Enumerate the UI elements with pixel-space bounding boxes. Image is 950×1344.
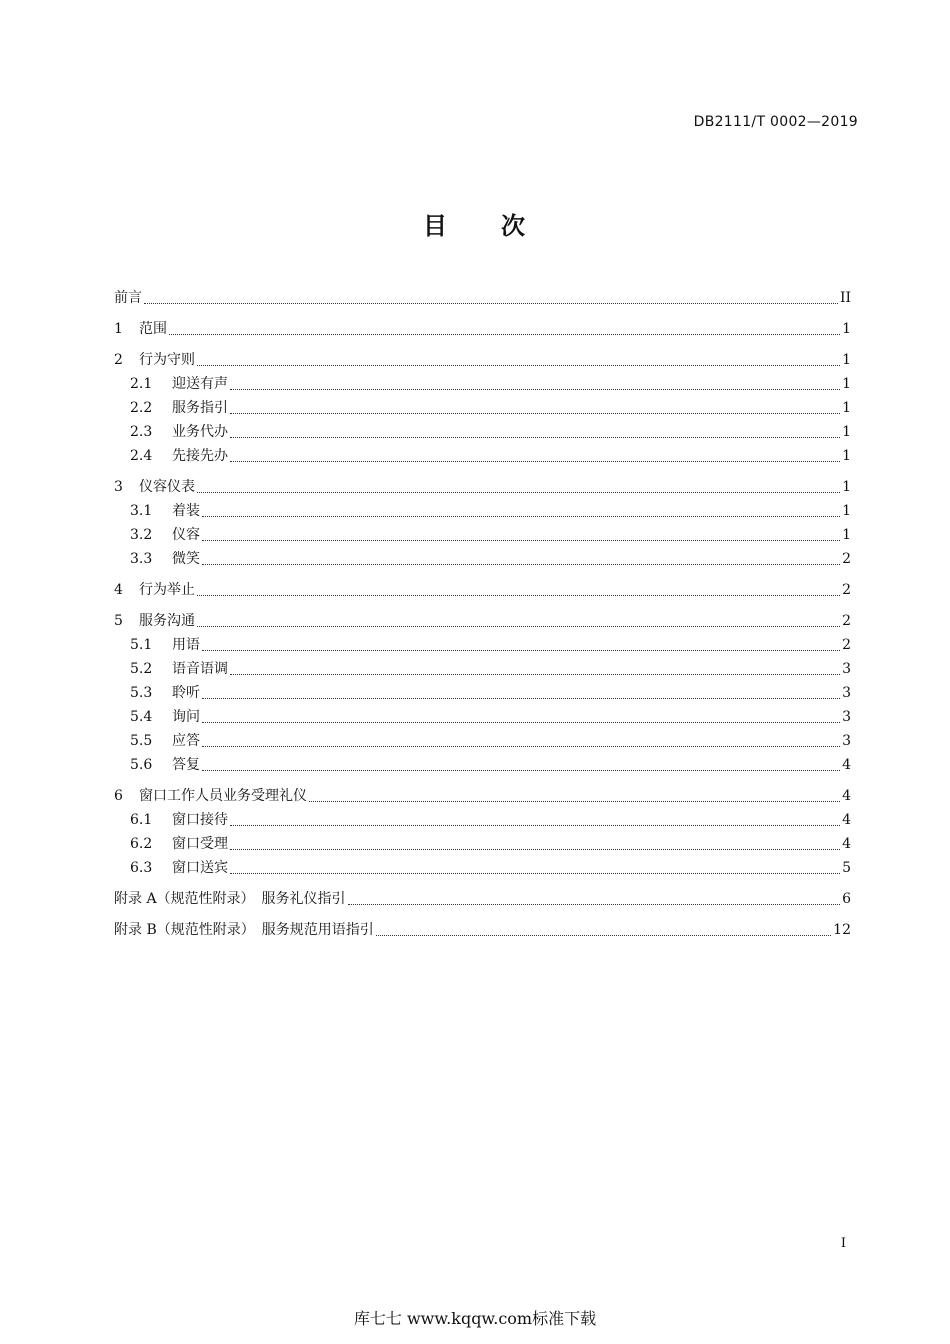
toc-dot-leader [230, 849, 840, 850]
toc-entry-page: 1 [842, 479, 851, 495]
toc-entry-page: 2 [842, 551, 851, 567]
toc-entry-page: 4 [842, 788, 851, 804]
toc-entry-page: 2 [842, 637, 851, 653]
toc-dot-leader [197, 365, 840, 366]
table-of-contents [114, 286, 851, 942]
toc-entry[interactable] [114, 729, 851, 753]
toc-entry[interactable] [114, 609, 851, 633]
toc-entry-page: 6 [842, 891, 851, 907]
toc-entry-number: 5.3 [130, 685, 153, 701]
toc-entry[interactable] [114, 444, 851, 468]
toc-entry-label: 窗口送宾 [172, 860, 228, 876]
toc-entry-number: 2.2 [130, 400, 153, 416]
toc-dot-leader [309, 801, 840, 802]
toc-entry[interactable] [114, 681, 851, 705]
toc-entry-label: 窗口接待 [172, 812, 228, 828]
toc-entry-page: 1 [842, 352, 851, 368]
toc-entry-number: 5.4 [130, 709, 153, 725]
toc-entry[interactable] [114, 523, 851, 547]
toc-dot-leader [230, 437, 840, 438]
toc-entry[interactable] [114, 547, 851, 571]
toc-entry[interactable] [114, 633, 851, 657]
toc-entry-label: 窗口工作人员业务受理礼仪 [139, 788, 307, 804]
toc-entry-label: 行为举止 [139, 582, 195, 598]
toc-entry[interactable] [114, 657, 851, 681]
toc-entry-label: 仪容仪表 [139, 479, 195, 495]
toc-dot-leader [348, 904, 841, 905]
toc-entry-number: 2.4 [130, 448, 153, 464]
toc-entry-label: 微笑 [172, 551, 200, 567]
toc-entry[interactable] [114, 705, 851, 729]
toc-entry-number: 5.6 [130, 757, 153, 773]
toc-entry-label: 聆听 [172, 685, 200, 701]
toc-entry-label: 前言 [114, 290, 142, 306]
toc-entry-page: 3 [842, 661, 851, 677]
toc-entry-label: 行为守则 [139, 352, 195, 368]
toc-spacer [114, 468, 851, 475]
footer-watermark: 库七七 www.kqqw.com标准下载 [353, 1309, 597, 1328]
toc-entry-label: 答复 [172, 757, 200, 773]
toc-entry-page: 1 [842, 448, 851, 464]
toc-entry-page: 3 [842, 709, 851, 725]
toc-dot-leader [376, 935, 831, 936]
toc-entry[interactable] [114, 753, 851, 777]
toc-entry-label: 先接先办 [172, 448, 228, 464]
toc-entry[interactable] [114, 286, 851, 310]
toc-entry-label: 应答 [172, 733, 200, 749]
toc-dot-leader [197, 595, 840, 596]
toc-spacer [114, 571, 851, 578]
toc-entry[interactable] [114, 918, 851, 942]
toc-entry-label: 着装 [172, 503, 200, 519]
toc-entry-number: 1 [114, 321, 123, 337]
toc-entry[interactable] [114, 578, 851, 602]
toc-entry[interactable] [114, 475, 851, 499]
toc-spacer [114, 880, 851, 887]
toc-entry[interactable] [114, 317, 851, 341]
toc-entry-number: 6.2 [130, 836, 153, 852]
toc-entry-number: 5.2 [130, 661, 153, 677]
toc-entry-number: 3.3 [130, 551, 153, 567]
toc-dot-leader [230, 873, 840, 874]
toc-entry-page: 4 [842, 812, 851, 828]
toc-entry-page: 1 [842, 503, 851, 519]
toc-dot-leader [202, 770, 840, 771]
toc-dot-leader [197, 626, 840, 627]
toc-entry-page: 1 [842, 400, 851, 416]
toc-entry-page: 4 [842, 757, 851, 773]
toc-dot-leader [197, 492, 840, 493]
toc-entry-number: 5 [114, 613, 123, 629]
toc-dot-leader [230, 413, 840, 414]
toc-entry-label: 迎送有声 [172, 376, 228, 392]
toc-entry-number: 6.3 [130, 860, 153, 876]
toc-dot-leader [230, 674, 840, 675]
toc-entry-page: 1 [842, 424, 851, 440]
toc-entry-page: II [839, 290, 851, 306]
toc-entry[interactable] [114, 420, 851, 444]
toc-entry-label: 范围 [139, 321, 167, 337]
toc-spacer [114, 777, 851, 784]
toc-entry[interactable] [114, 499, 851, 523]
toc-entry-number: 4 [114, 582, 123, 598]
toc-entry-page: 5 [842, 860, 851, 876]
toc-entry-page: 1 [842, 376, 851, 392]
toc-entry-number: 3 [114, 479, 123, 495]
toc-entry[interactable] [114, 856, 851, 880]
toc-dot-leader [144, 303, 838, 304]
toc-entry-number: 2.1 [130, 376, 153, 392]
toc-dot-leader [202, 650, 840, 651]
toc-dot-leader [230, 825, 840, 826]
toc-entry-page: 3 [842, 685, 851, 701]
title-char-1: 目 [423, 212, 449, 240]
toc-dot-leader [169, 334, 840, 335]
toc-entry-number: 2 [114, 352, 123, 368]
toc-entry-number: 3.1 [130, 503, 153, 519]
toc-entry-label: 语音语调 [172, 661, 228, 677]
title-char-2: 次 [501, 212, 527, 240]
toc-spacer [114, 911, 851, 918]
toc-entry-page: 2 [842, 613, 851, 629]
toc-spacer [114, 310, 851, 317]
toc-entry-number: 3.2 [130, 527, 153, 543]
toc-entry-number: 6.1 [130, 812, 153, 828]
toc-entry-number: 6 [114, 788, 123, 804]
toc-entry-label: 业务代办 [172, 424, 228, 440]
toc-dot-leader [202, 746, 840, 747]
toc-entry-label: 询问 [172, 709, 200, 725]
toc-dot-leader [202, 540, 840, 541]
toc-spacer [114, 602, 851, 609]
toc-entry-page: 1 [842, 527, 851, 543]
toc-entry-page: 2 [842, 582, 851, 598]
toc-entry-label: 用语 [172, 637, 200, 653]
toc-entry-label: 附录 B（规范性附录） 服务规范用语指引 [114, 922, 374, 938]
toc-dot-leader [202, 564, 840, 565]
toc-entry-label: 窗口受理 [172, 836, 228, 852]
toc-entry[interactable] [114, 832, 851, 856]
toc-entry[interactable] [114, 348, 851, 372]
toc-dot-leader [230, 389, 840, 390]
toc-entry[interactable] [114, 784, 851, 808]
toc-entry-page: 4 [842, 836, 851, 852]
document-code: DB2111/T 0002—2019 [693, 114, 858, 130]
page-title [0, 206, 950, 241]
toc-dot-leader [202, 698, 840, 699]
toc-entry[interactable] [114, 808, 851, 832]
toc-entry-label: 附录 A（规范性附录） 服务礼仪指引 [114, 891, 346, 907]
toc-entry-label: 服务指引 [172, 400, 228, 416]
toc-entry-label: 仪容 [172, 527, 200, 543]
toc-entry-number: 5.1 [130, 637, 153, 653]
toc-entry-number: 5.5 [130, 733, 153, 749]
toc-entry[interactable] [114, 887, 851, 911]
toc-entry-label: 服务沟通 [139, 613, 195, 629]
toc-entry-page: 3 [842, 733, 851, 749]
toc-spacer [114, 341, 851, 348]
toc-dot-leader [202, 516, 840, 517]
toc-entry-page: 1 [842, 321, 851, 337]
toc-entry[interactable] [114, 396, 851, 420]
toc-dot-leader [230, 461, 840, 462]
toc-dot-leader [202, 722, 840, 723]
toc-entry-page: 12 [833, 922, 851, 938]
toc-entry[interactable] [114, 372, 851, 396]
page-number: I [840, 1236, 846, 1251]
toc-entry-number: 2.3 [130, 424, 153, 440]
